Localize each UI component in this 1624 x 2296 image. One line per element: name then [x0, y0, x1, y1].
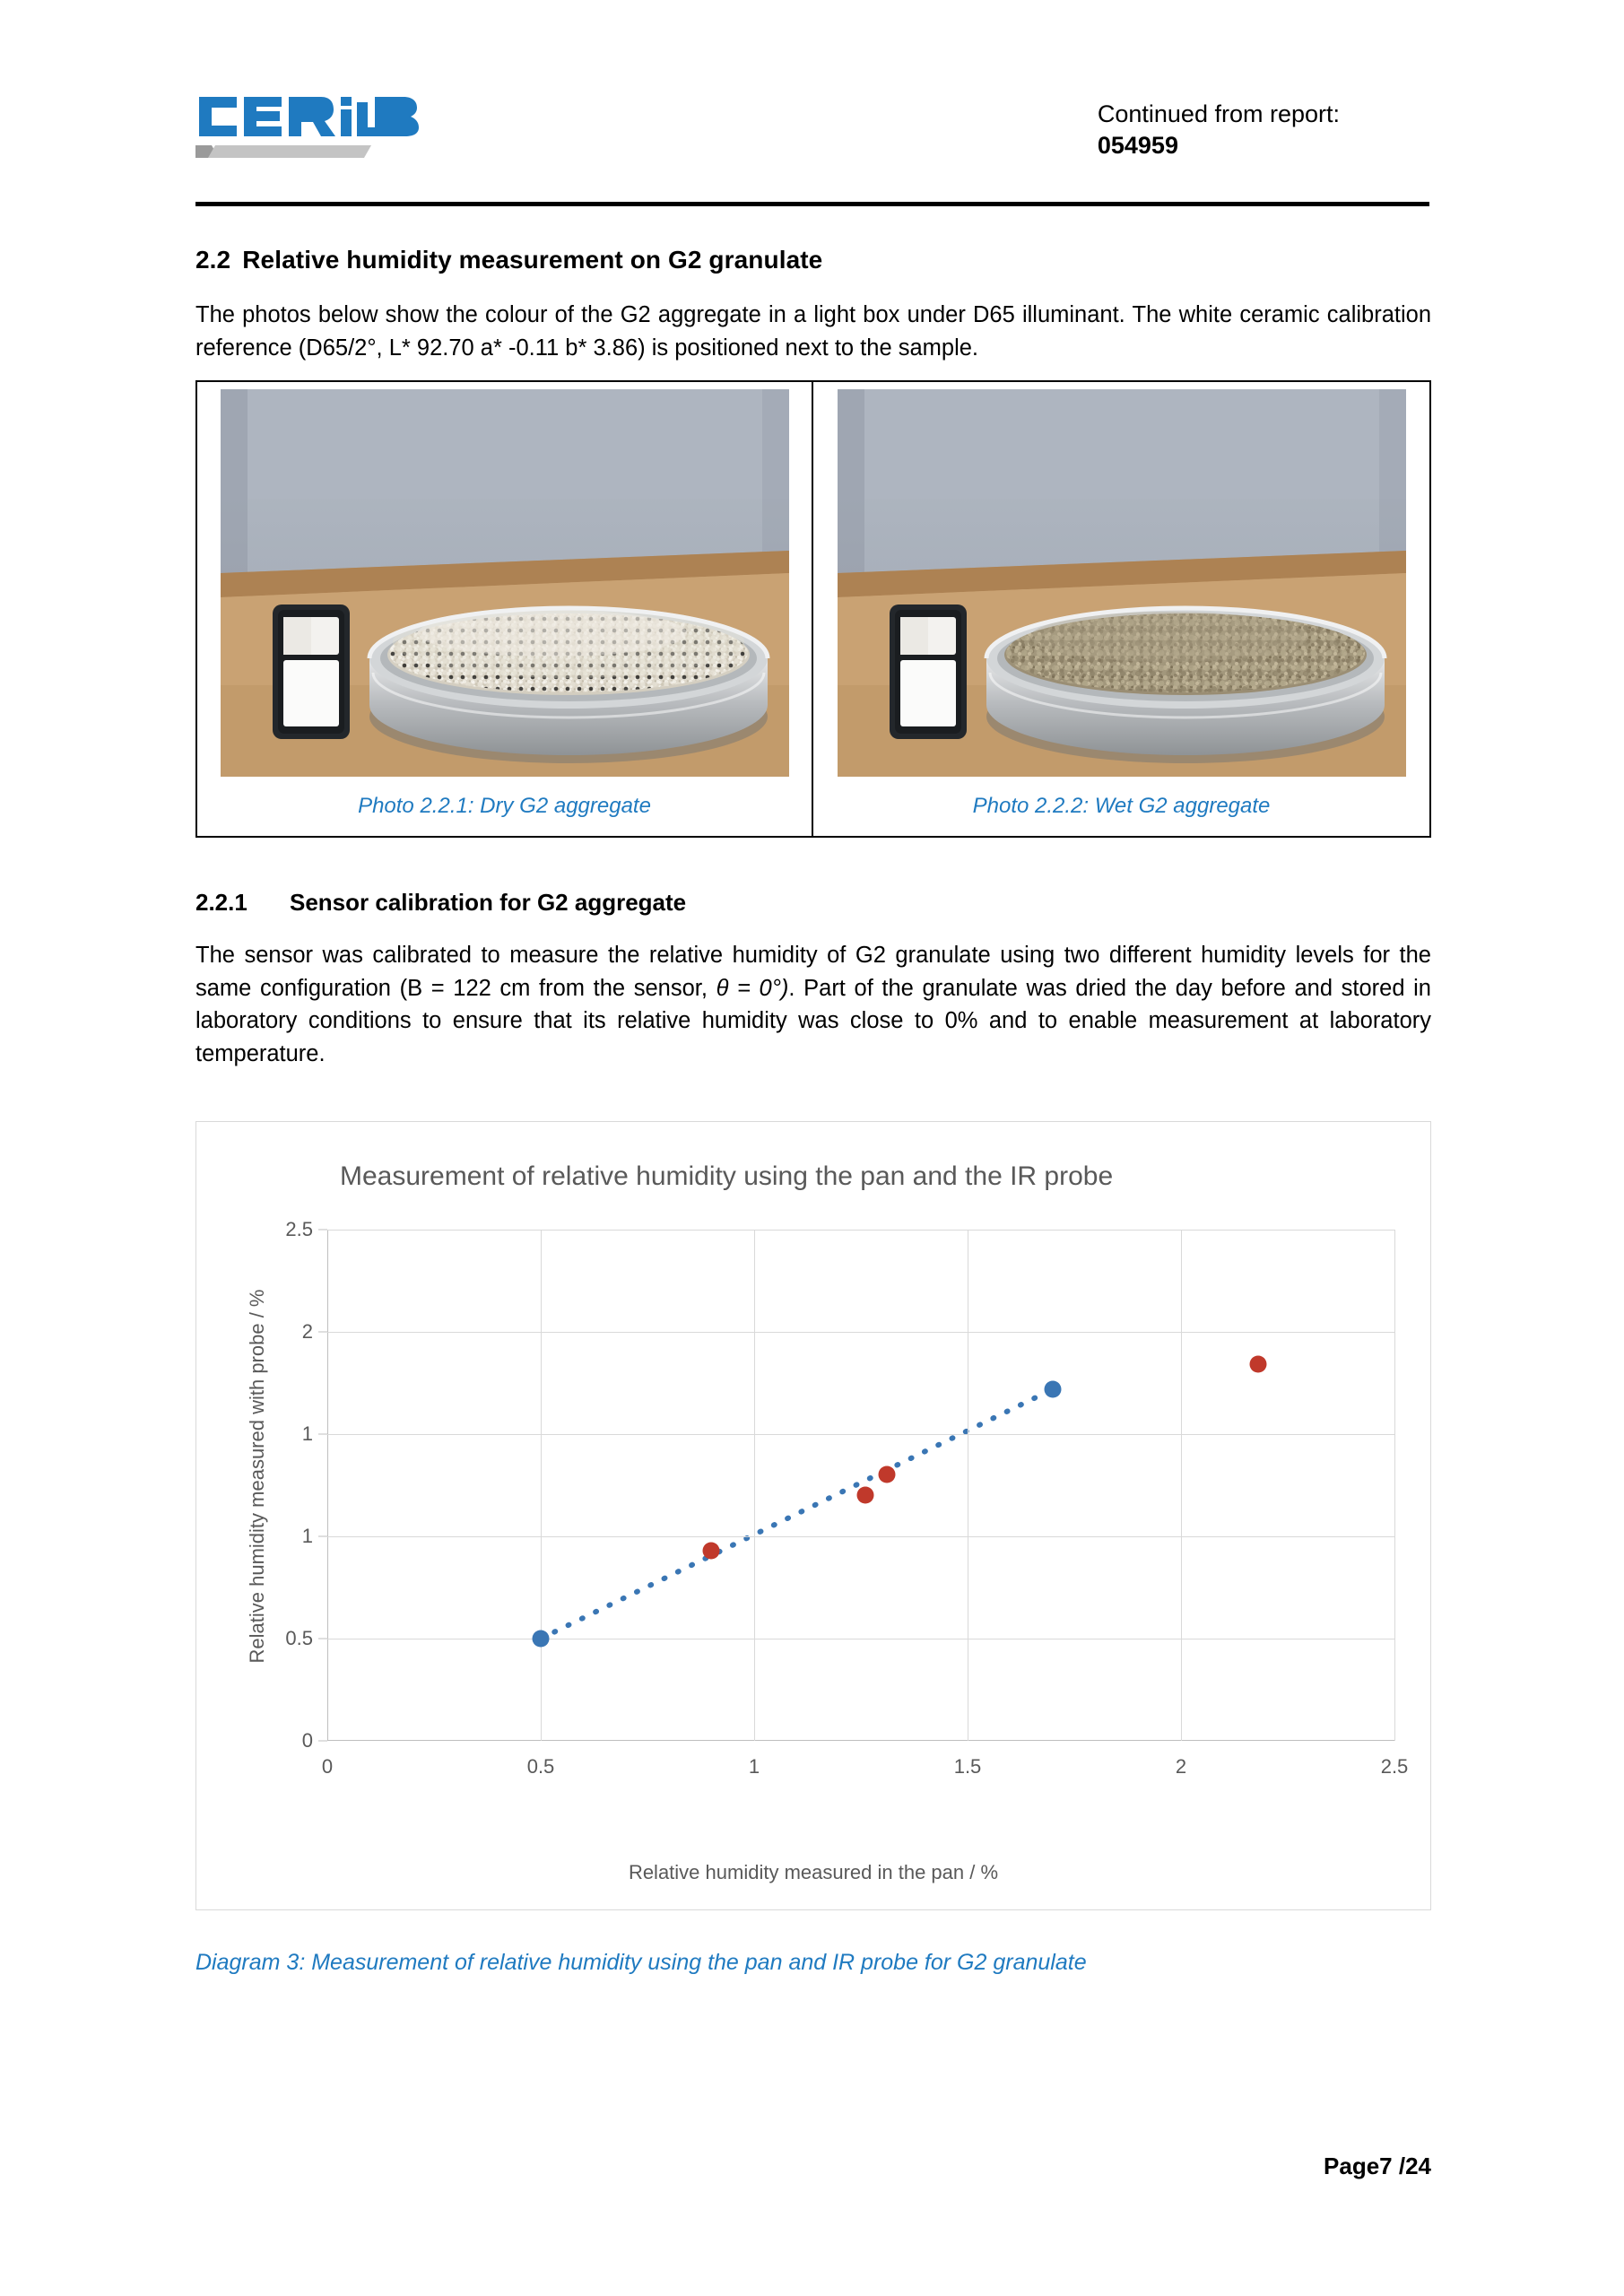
cerib-logo	[195, 81, 438, 163]
chart-gridline-vertical	[754, 1230, 755, 1741]
chart-data-point	[878, 1466, 895, 1483]
chart-gridline-horizontal	[327, 1230, 1394, 1231]
chart-y-axis-label: Relative humidity measured with probe / %	[246, 1289, 268, 1664]
section-heading	[195, 244, 1431, 275]
chart-y-tick-label: 2	[301, 1319, 313, 1343]
chart-y-tick-mark	[318, 1740, 327, 1741]
chart-y-tick-mark	[318, 1331, 327, 1332]
chart-y-tick-label: 0.5	[285, 1626, 313, 1649]
photo-frame-dry	[197, 382, 812, 777]
chart-x-tick-label: 2.5	[1380, 1754, 1409, 1778]
photo-comparison-table	[195, 380, 1431, 838]
chart-trendline	[327, 1230, 1394, 1741]
page-number-label: Page7 /24	[1324, 2152, 1431, 2179]
subsection-title: Sensor calibration for G2 aggregate	[290, 889, 687, 917]
chart-data-point	[703, 1542, 720, 1559]
section-title: Relative humidity measurement on G2 granulate	[242, 246, 823, 274]
chart-gridline-horizontal	[327, 1434, 1394, 1435]
photo-cell-dry	[197, 382, 813, 836]
paragraph-part-2: . Part of the granulate was dried the day before and stored in laboratory conditions to ensure that its relative humidity was close to 0% and to enable measurement at laboratory temperature.	[195, 975, 1431, 1067]
photo-caption-dry: Photo 2.2.1: Dry G2 aggregate	[358, 794, 651, 819]
chart-plot-area	[285, 1217, 1409, 1778]
chart-x-tick-label: 2	[1175, 1754, 1187, 1778]
chart-data-point	[1045, 1380, 1062, 1397]
chart-x-tick-label: 0	[321, 1754, 334, 1778]
subsection-paragraph	[195, 939, 1431, 1071]
chart-gridline-vertical	[541, 1230, 542, 1741]
wet-g2-aggregate-photo	[838, 389, 1406, 777]
subsection-heading	[195, 888, 1431, 918]
chart-y-tick-mark	[318, 1535, 327, 1536]
chart-container	[195, 1121, 1431, 1910]
chart-x-tick-label: 0.5	[526, 1754, 555, 1778]
section-intro-paragraph: The photos below show the colour of the G2 aggregate in a light box under D65 illuminant. The white ceramic calibration reference (D65/2°, L* 92.70 a* -0.11 b* 3.86) is positioned next to the sample.	[195, 302, 1431, 361]
chart-y-tick-mark	[318, 1229, 327, 1230]
chart-data-point	[533, 1630, 550, 1647]
document-content	[195, 244, 1431, 1977]
report-number: 054959	[1097, 132, 1178, 160]
chart-title: Measurement of relative humidity using the pan and the IR probe	[340, 1161, 1114, 1191]
chart-y-tick-label: 0	[301, 1728, 313, 1752]
chart-x-tick-label: 1.5	[953, 1754, 982, 1778]
continued-from-label: Continued from report:	[1097, 100, 1340, 127]
chart-x-axis-line	[327, 1740, 1394, 1741]
section-number: 2.2	[195, 246, 231, 274]
paragraph-part-1: The sensor was calibrated to measure the relative humidity of G2 granulate using two different humidity levels for the same configuration (B = 122 cm from the sensor,	[195, 942, 1431, 1001]
photo-cell-wet	[813, 382, 1429, 836]
paragraph-italic-condition: θ = 0°)	[716, 975, 789, 1001]
chart-y-axis-line	[327, 1230, 328, 1741]
page-header	[195, 56, 1429, 213]
header-divider	[195, 202, 1429, 206]
chart-gridline-vertical	[1181, 1230, 1182, 1741]
header-report-reference	[1098, 99, 1340, 161]
chart-data-point	[856, 1487, 873, 1504]
photo-frame-wet	[813, 382, 1429, 777]
chart-gridline-horizontal	[327, 1536, 1394, 1537]
diagram-caption: Diagram 3: Measurement of relative humidity using the pan and IR probe for G2 granulate	[195, 1949, 1087, 1975]
chart-x-tick-label: 1	[748, 1754, 760, 1778]
subsection-number: 2.2.1	[195, 889, 248, 917]
chart-y-tick-label: 1	[301, 1524, 313, 1547]
chart-y-tick-label: 2.5	[285, 1217, 313, 1240]
chart-y-tick-label: 1	[301, 1422, 313, 1445]
chart-y-tick-mark	[318, 1433, 327, 1434]
chart-gridline-vertical	[1394, 1230, 1395, 1741]
chart-y-tick-mark	[318, 1638, 327, 1639]
chart-x-axis-label: Relative humidity measured in the pan / %	[628, 1860, 999, 1883]
dry-g2-aggregate-photo	[221, 389, 789, 777]
page-footer	[195, 2152, 1431, 2180]
photo-caption-wet: Photo 2.2.2: Wet G2 aggregate	[972, 794, 1271, 819]
chart-data-point	[1249, 1356, 1266, 1373]
chart-gridline-horizontal	[327, 1332, 1394, 1333]
